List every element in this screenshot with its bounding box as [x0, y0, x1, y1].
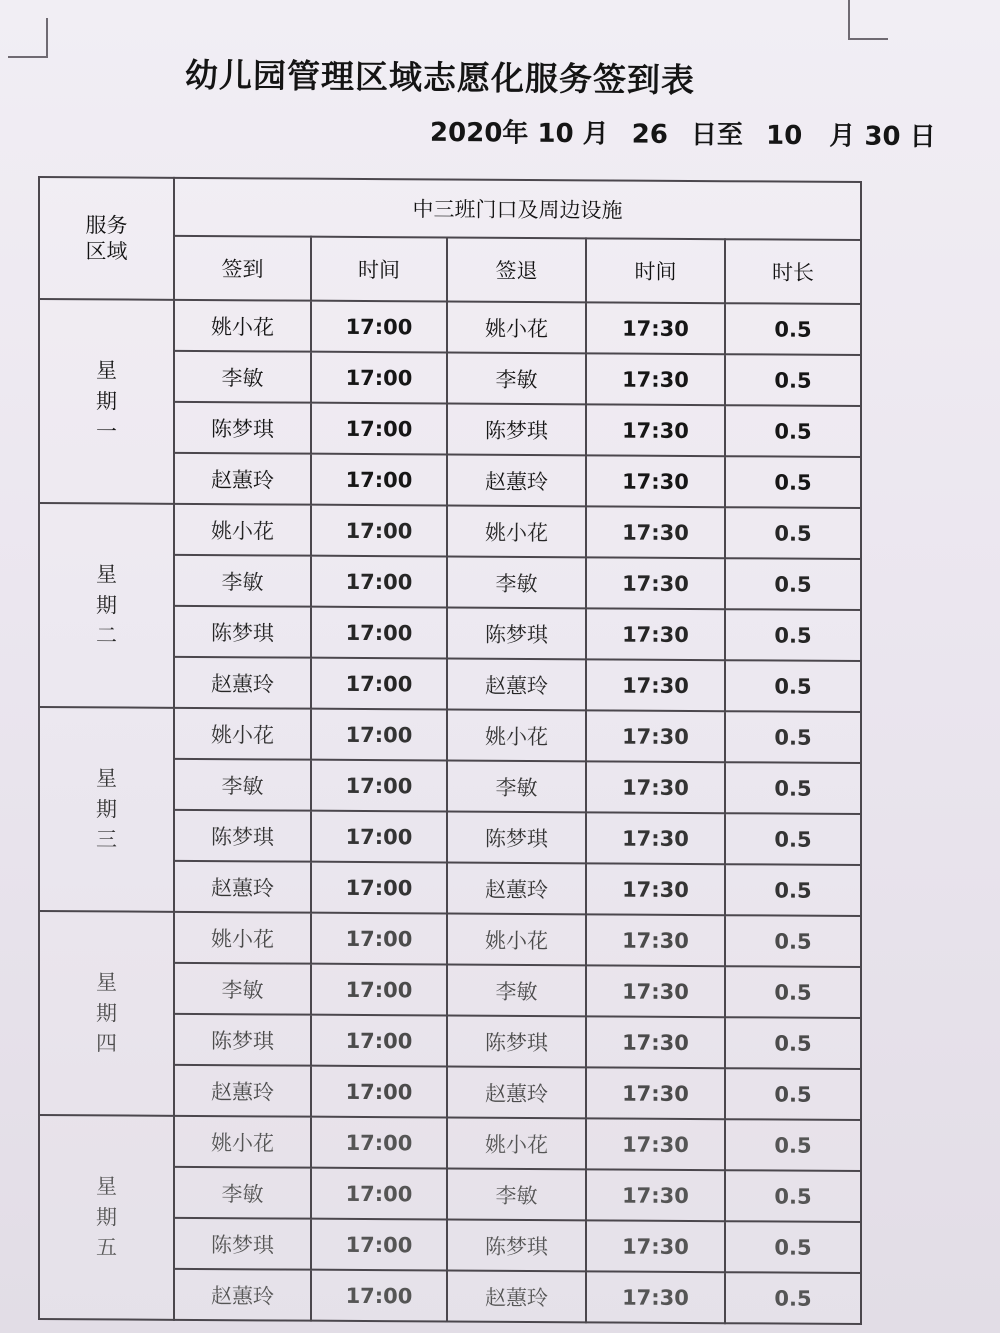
sign-in-cell: 陈梦琪 [174, 606, 311, 658]
sign-out-header: 签退 [447, 237, 586, 302]
sign-in-header: 签到 [174, 236, 311, 301]
sign-in-table [38, 176, 862, 1325]
sign-in-cell: 李敏 [174, 1167, 311, 1219]
time-in-cell: 17:00 [311, 1219, 447, 1271]
table-row [39, 299, 861, 355]
table-header-row-1 [39, 177, 861, 240]
sign-out-cell: 姚小花 [447, 301, 586, 353]
duration-cell: 0.5 [725, 456, 861, 508]
time-out-cell: 17:30 [586, 1271, 725, 1323]
sign-in-cell: 姚小花 [174, 708, 311, 760]
sign-in-cell: 李敏 [174, 351, 311, 403]
date-day-2: 30 [864, 121, 901, 152]
sign-out-cell: 姚小花 [447, 505, 586, 557]
sign-in-cell: 赵蕙玲 [174, 657, 311, 709]
date-month-label-1: 月 [582, 119, 609, 150]
time-in-cell: 17:00 [311, 862, 447, 914]
duration-cell: 0.5 [725, 558, 861, 610]
time-out-cell: 17:30 [586, 455, 725, 507]
time-out-cell: 17:30 [586, 1067, 725, 1119]
duration-cell: 0.5 [725, 354, 861, 406]
sign-in-cell: 姚小花 [174, 912, 311, 964]
duration-cell: 0.5 [725, 1119, 861, 1171]
duration-cell: 0.5 [725, 864, 861, 916]
date-day-label-2: 日 [909, 121, 936, 153]
sign-in-cell: 赵蕙玲 [174, 1065, 311, 1117]
time-out-cell: 17:30 [586, 1118, 725, 1170]
time-out-cell: 17:30 [586, 557, 725, 609]
sign-in-cell: 李敏 [174, 759, 311, 811]
table-row [39, 707, 861, 763]
time-in-cell: 17:00 [311, 352, 447, 404]
section-header: 中三班门口及周边设施 [174, 178, 861, 240]
duration-cell: 0.5 [725, 711, 861, 763]
duration-cell: 0.5 [725, 813, 861, 865]
time-out-cell: 17:30 [586, 608, 725, 660]
sign-in-cell: 赵蕙玲 [174, 861, 311, 913]
time-in-cell: 17:00 [311, 1117, 447, 1169]
duration-cell: 0.5 [725, 405, 861, 457]
sign-in-cell: 陈梦琪 [174, 1218, 311, 1270]
day-label: 星 期 五 [96, 1174, 117, 1260]
time-out-cell: 17:30 [586, 761, 725, 813]
day-cell-thursday [39, 911, 174, 1116]
time-out-cell: 17:30 [586, 404, 725, 456]
time-in-cell: 17:00 [311, 760, 447, 812]
top-left-crop-mark-icon [8, 18, 48, 58]
time-in-cell: 17:00 [311, 1066, 447, 1118]
sign-out-cell: 姚小花 [447, 709, 586, 761]
sign-in-cell: 李敏 [174, 963, 311, 1015]
time-in-cell: 17:00 [311, 403, 447, 455]
duration-cell: 0.5 [725, 1272, 861, 1324]
sign-out-cell: 陈梦琪 [447, 403, 586, 455]
time-in-cell: 17:00 [311, 964, 447, 1016]
table-row [39, 911, 861, 967]
time-out-cell: 17:30 [586, 863, 725, 915]
time-in-cell: 17:00 [311, 658, 447, 710]
duration-cell: 0.5 [725, 915, 861, 967]
time-in-cell: 17:00 [311, 1168, 447, 1220]
sign-out-cell: 赵蕙玲 [447, 454, 586, 506]
time-out-cell: 17:30 [586, 659, 725, 711]
time-out-cell: 17:30 [586, 1220, 725, 1272]
sign-in-cell: 赵蕙玲 [174, 1269, 311, 1321]
day-label: 星 期 四 [96, 970, 117, 1056]
sign-in-cell: 陈梦琪 [174, 402, 311, 454]
time-out-cell: 17:30 [586, 506, 725, 558]
table-row [39, 1115, 861, 1171]
day-label: 星 期 三 [96, 766, 117, 852]
service-area-header-text: 服务 区域 [85, 213, 128, 264]
sign-out-cell: 李敏 [447, 1168, 586, 1220]
time-in-cell: 17:00 [311, 913, 447, 965]
sign-out-cell: 赵蕙玲 [447, 658, 586, 710]
time-out-cell: 17:30 [586, 812, 725, 864]
date-month-label-2: 月 [829, 121, 856, 152]
sign-in-cell: 姚小花 [174, 1116, 311, 1168]
duration-cell: 0.5 [725, 1170, 861, 1222]
duration-cell: 0.5 [725, 1017, 861, 1069]
sign-out-cell: 赵蕙玲 [447, 862, 586, 914]
time-out-cell: 17:30 [586, 302, 725, 354]
day-cell-friday [39, 1115, 174, 1320]
duration-cell: 0.5 [725, 507, 861, 559]
duration-cell: 0.5 [725, 966, 861, 1018]
time-out-cell: 17:30 [586, 353, 725, 405]
day-cell-wednesday [39, 707, 174, 912]
time-out-cell: 17:30 [586, 1016, 725, 1068]
time-in-cell: 17:00 [311, 607, 447, 659]
date-month-1: 10 [537, 118, 574, 150]
date-year-prefix: 2020年 [429, 117, 529, 149]
time-out-cell: 17:30 [586, 965, 725, 1017]
sign-out-cell: 赵蕙玲 [447, 1066, 586, 1118]
sign-in-cell: 陈梦琪 [174, 810, 311, 862]
duration-cell: 0.5 [725, 762, 861, 814]
sign-out-cell: 李敏 [447, 760, 586, 812]
time-in-cell: 17:00 [311, 301, 447, 353]
duration-cell: 0.5 [725, 1221, 861, 1273]
time-in-cell: 17:00 [311, 505, 447, 557]
sign-in-cell: 李敏 [174, 555, 311, 607]
time-in-cell: 17:00 [311, 454, 447, 506]
sign-out-cell: 陈梦琪 [447, 1015, 586, 1067]
sign-in-cell: 赵蕙玲 [174, 453, 311, 505]
day-cell-tuesday [39, 503, 174, 708]
day-cell-monday [39, 299, 174, 504]
day-label: 星 期 二 [96, 562, 117, 648]
sign-in-cell: 姚小花 [174, 504, 311, 556]
table-row [39, 503, 861, 559]
top-right-crop-mark-icon [848, 0, 888, 40]
time-in-cell: 17:00 [311, 811, 447, 863]
time-in-cell: 17:00 [311, 1015, 447, 1067]
service-area-header [39, 177, 174, 300]
time-out-cell: 17:30 [586, 1169, 725, 1221]
sign-out-cell: 姚小花 [447, 913, 586, 965]
duration-cell: 0.5 [725, 1068, 861, 1120]
sign-out-cell: 陈梦琪 [447, 607, 586, 659]
date-range [430, 112, 936, 153]
sign-out-cell: 赵蕙玲 [447, 1270, 586, 1322]
date-day-1: 26 [631, 119, 669, 150]
time-in-cell: 17:00 [311, 556, 447, 608]
time-out-header: 时间 [586, 238, 725, 303]
duration-cell: 0.5 [725, 609, 861, 661]
date-month-2: 10 [765, 120, 803, 152]
duration-cell: 0.5 [725, 303, 861, 355]
date-separator: 日至 [690, 120, 744, 151]
sign-out-cell: 李敏 [447, 964, 586, 1016]
page-title: 幼儿园管理区域志愿化服务签到表 [184, 55, 696, 100]
duration-header: 时长 [725, 239, 861, 304]
sign-out-cell: 陈梦琪 [447, 1219, 586, 1271]
time-out-cell: 17:30 [586, 914, 725, 966]
sign-in-cell: 姚小花 [174, 300, 311, 352]
sign-in-cell: 陈梦琪 [174, 1014, 311, 1066]
sign-out-cell: 陈梦琪 [447, 811, 586, 863]
day-label: 星 期 一 [96, 358, 117, 444]
time-out-cell: 17:30 [586, 710, 725, 762]
sign-out-cell: 姚小花 [447, 1117, 586, 1169]
sign-out-cell: 李敏 [447, 556, 586, 608]
time-in-header: 时间 [311, 237, 447, 302]
duration-cell: 0.5 [725, 660, 861, 712]
time-in-cell: 17:00 [311, 1270, 447, 1322]
sign-out-cell: 李敏 [447, 352, 586, 404]
time-in-cell: 17:00 [311, 709, 447, 761]
